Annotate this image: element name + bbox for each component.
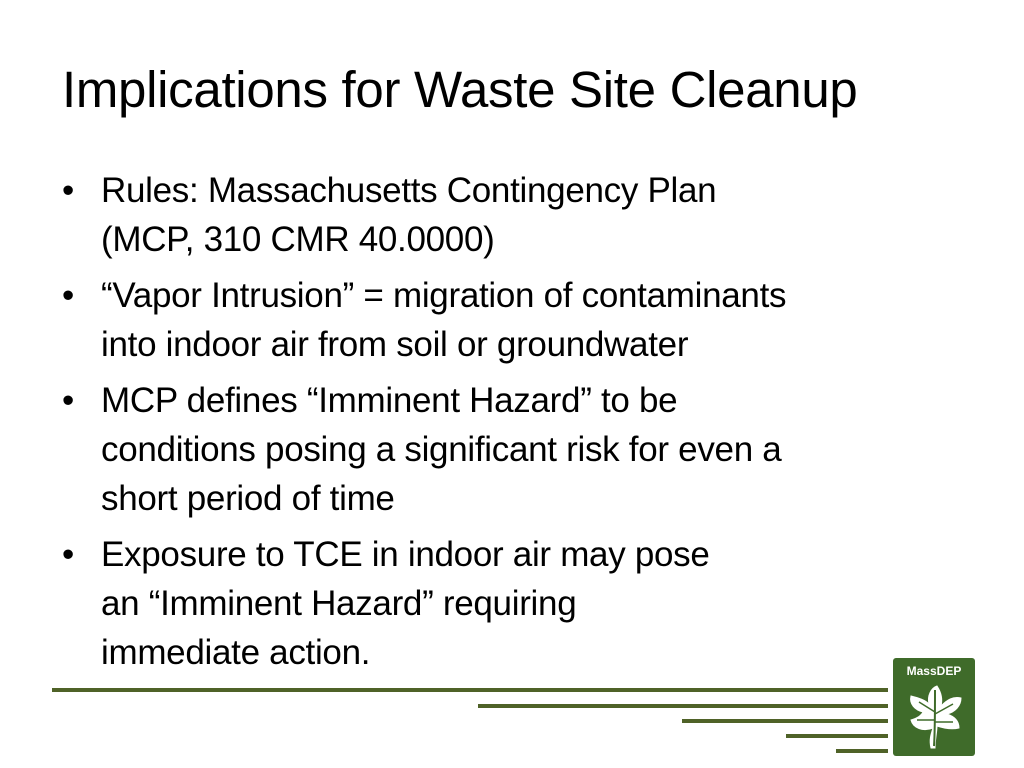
divider-line [682, 719, 888, 723]
bullet-text-line: “Vapor Intrusion” = migration of contaminants [101, 276, 787, 315]
oak-leaf-icon [901, 682, 967, 752]
bullet-text-line: into indoor air from soil or groundwater [101, 325, 689, 364]
bullet-text-line: short period of time [101, 479, 395, 518]
bullet-marker: • [62, 381, 74, 420]
bullet-item [62, 166, 982, 264]
bullet-marker: • [62, 535, 74, 574]
bullet-item [62, 271, 982, 369]
bullet-text-line: (MCP, 310 CMR 40.0000) [101, 220, 495, 259]
divider-line [52, 688, 888, 692]
bullet-marker: • [62, 276, 74, 315]
bullet-list [62, 166, 982, 684]
divider-line [786, 734, 888, 738]
divider-line [836, 749, 888, 753]
bullet-text-line: MCP defines “Imminent Hazard” to be [101, 381, 678, 420]
bullet-item [62, 530, 982, 677]
massdep-logo [893, 658, 975, 756]
bullet-text-line: Rules: Massachusetts Contingency Plan [101, 171, 717, 210]
logo-text: MassDEP [906, 664, 962, 678]
bullet-marker: • [62, 171, 74, 210]
bullet-text-line: immediate action. [101, 633, 371, 672]
divider-line [478, 704, 888, 708]
bullet-item [62, 376, 982, 523]
bullet-text-line: an “Imminent Hazard” requiring [101, 584, 577, 623]
slide-title: Implications for Waste Site Cleanup [62, 61, 858, 118]
bullet-text-line: Exposure to TCE in indoor air may pose [101, 535, 710, 574]
bullet-text-line: conditions posing a significant risk for even a [101, 430, 782, 469]
